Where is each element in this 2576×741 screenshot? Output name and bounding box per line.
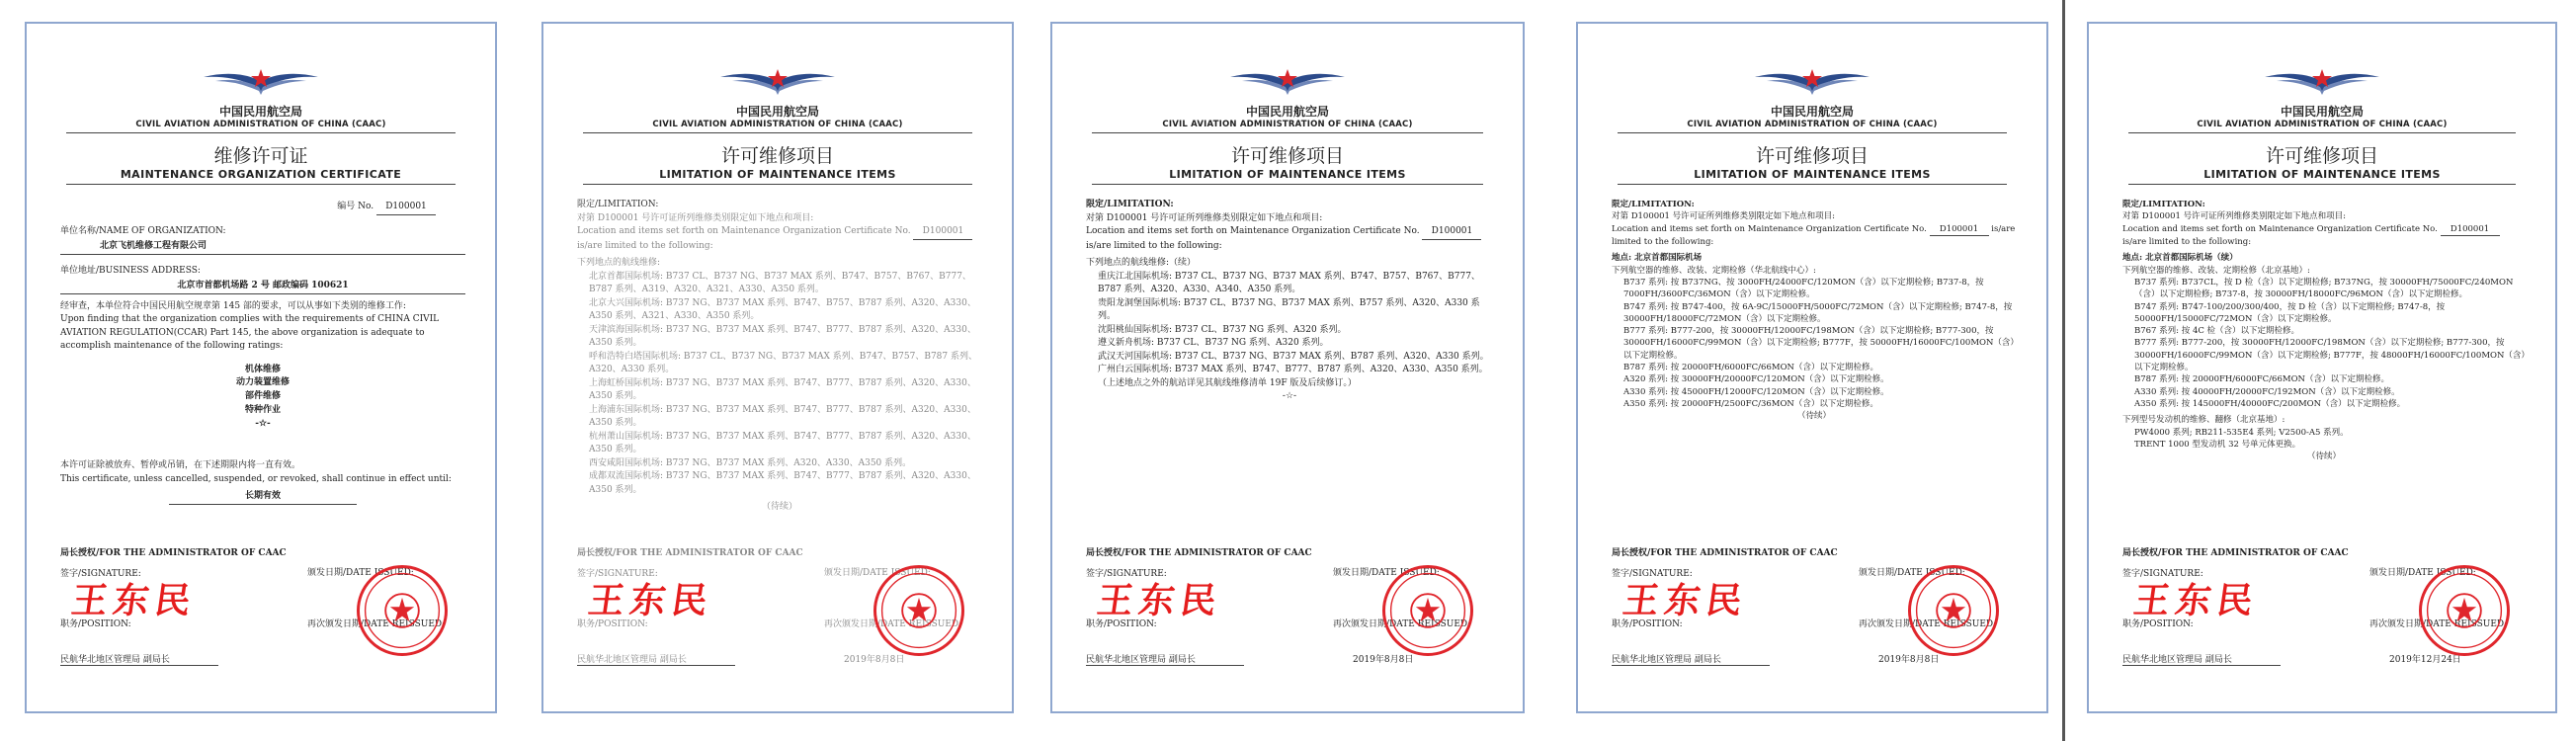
signature-block xyxy=(2122,545,2532,694)
item-line: A320 系列: 按 30000FH/20000FC/120MON（含）以下定期检修。 xyxy=(1623,374,1889,385)
intro-en-text: Location and items set forth on Maintenance Organization Certificate No. xyxy=(1612,223,1927,234)
limitation-page-2 xyxy=(1050,22,1525,713)
header-rule xyxy=(2128,132,2516,133)
header-rule xyxy=(1618,132,2007,133)
position-value: 民航华北地区管理局 副局长 xyxy=(577,652,735,666)
item-line: 遵义新舟机场: B737 CL、B737 NG 系列、A320 系列。 xyxy=(1098,338,1329,348)
item-line: 上海浦东国际机场: B737 NG、B737 MAX 系列、B747、B777、B787 系列、A320、A330、A350 系列。 xyxy=(589,404,976,428)
signature: 王东民 xyxy=(585,580,716,621)
rating-item: 特种作业 xyxy=(244,405,281,416)
intro-en-text: Location and items set forth on Maintenance Organization Certificate No. xyxy=(1086,226,1420,236)
item-line: B737 系列: B737CL，按 D 检（含）以下定期检修; B737NG，按 30000FH/75000FC/240MON（含）以下定期检修; B737-8，按 30000FH/18000FC/96MON（含）以下定期检修。 xyxy=(2134,277,2514,300)
limitation-label: 限定/LIMITATION: xyxy=(2122,200,2205,209)
agency-name-en: CIVIL AVIATION ADMINISTRATION OF CHINA (CAAC) xyxy=(135,120,386,129)
intro-cn: 对第 D100001 号许可证所列维修类别限定如下地点和项目: xyxy=(577,212,814,223)
signature: 王东民 xyxy=(1094,580,1225,621)
item-line: 沈阳桃仙国际机场: B737 CL、B737 NG 系列、A320 系列。 xyxy=(1098,324,1347,335)
official-seal xyxy=(2419,565,2510,656)
item-line: B777 系列: B777-200，按 30000FH/12000FC/198MON（含）以下定期检修; B777-300，按 30000FH/16000FC/99MON（含）以下定期检修; B777F，按 50000FH/16000FC/100MON（含）以下定期检修。 xyxy=(1623,326,2015,361)
item-line: B747 系列: 按 B747-400，按 6A-9C/15000FH/5000FC/72MON（含）以下定期检修; B747-8，按 30000FH/18000FC/72MON（含）以下定期检修。 xyxy=(1623,301,2013,324)
continued-mark: （待续） xyxy=(2306,452,2341,462)
official-seal xyxy=(1382,565,1473,656)
page-title-en: LIMITATION OF MAINTENANCE ITEMS xyxy=(659,168,896,181)
rating-item: 机体维修 xyxy=(244,364,281,374)
location-heading: 地点: 北京首都国际机场（续） xyxy=(2122,253,2238,264)
signature: 王东民 xyxy=(68,580,200,621)
position-value: 民航华北地区管理局 副局长 xyxy=(60,652,218,666)
official-seal xyxy=(357,565,448,656)
caac-emblem-icon xyxy=(1753,63,1871,99)
page-title-en: LIMITATION OF MAINTENANCE ITEMS xyxy=(1694,168,1931,181)
validity-en: This certificate, unless cancelled, suspended, or revoked, shall continue in effect until: xyxy=(60,473,452,484)
rating-item: 动力装置维修 xyxy=(235,377,290,388)
limitation-label: 限定/LIMITATION: xyxy=(577,200,659,209)
item-line: B787 系列: 按 20000FH/6000FC/66MON（含）以下定期检修。 xyxy=(1623,363,1878,373)
signature: 王东民 xyxy=(2130,580,2262,621)
continued-mark: （待续） xyxy=(1796,411,1831,422)
position-value: 民航华北地区管理局 副局长 xyxy=(2122,652,2281,666)
signature-label: 签字/SIGNATURE: xyxy=(2122,569,2203,579)
agency-name-en: CIVIL AVIATION ADMINISTRATION OF CHINA (CAAC) xyxy=(1162,120,1413,129)
signature: 王东民 xyxy=(1620,580,1751,621)
header-rule xyxy=(583,132,972,133)
authority-line: 局长授权/FOR THE ADMINISTRATOR OF CAAC xyxy=(1086,548,1312,558)
section-heading: 下列航空器的维修、改装、定期检修（北京基地）: xyxy=(2122,265,2310,276)
agency-name-en: CIVIL AVIATION ADMINISTRATION OF CHINA (CAAC) xyxy=(2197,120,2448,129)
issue-date: 2019年12月24日 xyxy=(2389,655,2461,665)
page-title-cn: 许可维修项目 xyxy=(2265,145,2378,167)
intro-cn: 对第 D100001 号许可证所列维修类别限定如下地点和项目: xyxy=(1086,212,1323,223)
item-line: 广州白云国际机场: B737 MAX 系列、B747、B777、B787 系列、A320、A330、A350 系列。 xyxy=(1098,365,1488,374)
intro-en-tail: is/are limited to the following: xyxy=(1612,223,2016,247)
signature-label: 签字/SIGNATURE: xyxy=(1086,569,1167,579)
page-title-en: LIMITATION OF MAINTENANCE ITEMS xyxy=(2203,168,2441,181)
intro-cn: 对第 D100001 号许可证所列维修类别限定如下地点和项目: xyxy=(2122,211,2347,222)
caac-emblem-icon xyxy=(2263,63,2381,99)
signature-label: 签字/SIGNATURE: xyxy=(577,569,658,579)
cert-number: D100001 xyxy=(913,225,972,240)
issue-date: 2019年8月8日 xyxy=(1878,655,1940,665)
intro-cn: 对第 D100001 号许可证所列维修类别限定如下地点和项目: xyxy=(1612,211,1836,222)
item-line: 杭州萧山国际机场: B737 NG、B737 MAX 系列、B747、B777、B787 系列、A320、A330、A350 系列。 xyxy=(589,431,976,454)
agency-name-cn: 中国民用航空局 xyxy=(1770,105,1854,119)
intro-en xyxy=(2122,223,2526,249)
section-heading: 下列地点的航线维修: xyxy=(577,258,661,268)
intro-en-tail: is/are limited to the following: xyxy=(577,240,713,251)
end-mark: -☆- xyxy=(1282,391,1297,401)
item-line: 上海虹桥国际机场: B737 NG、B737 MAX 系列、B747、B777、B787 系列、A320、A330、A350 系列。 xyxy=(589,377,976,401)
position-value: 民航华北地区管理局 副局长 xyxy=(1086,652,1244,666)
item-line: 西安咸阳国际机场: B737 NG、B737 MAX 系列、A320、A330、A350 系列。 xyxy=(589,457,912,468)
item-line: B747 系列: B747-100/200/300/400，按 D 检（含）以下定期检修; B747-8，按 50000FH/15000FC/72MON（含）以下定期检修。 xyxy=(2134,301,2446,324)
item-line: （上述地点之外的航站详见其航线维修清单 19F 版及后续修订。） xyxy=(1098,377,1357,388)
position-label: 职务/POSITION: xyxy=(2122,619,2194,629)
item-line: A330 系列: 按 45000FH/12000FC/120MON（含）以下定期检修。 xyxy=(1623,386,1889,397)
issue-date: 2019年8月8日 xyxy=(1353,655,1414,665)
engine-heading: 下列型号发动机的维修、翻修（北京基地）: xyxy=(2122,415,2285,426)
item-line: A350 系列: 按 145000FH/40000FC/200MON（含）以下定期检修。 xyxy=(2134,399,2406,409)
reissue-label: 再次颁发日期/DATE REISSUED: xyxy=(307,619,446,629)
item-line: 北京首都国际机场: B737 CL、B737 NG、B737 MAX 系列、B747、B757、B767、B777、B787 系列、A319、A320、A321、A330、A350 系列。 xyxy=(589,271,971,294)
authority-line: 局长授权/FOR THE ADMINISTRATOR OF CAAC xyxy=(60,548,287,558)
date-label: 颁发日期/DATE ISSUED: xyxy=(2369,568,2476,578)
reissue-label: 再次颁发日期/DATE REISSUED: xyxy=(824,619,962,629)
section-heading: 下列地点的航线维修:（续） xyxy=(1086,258,1197,268)
certificate-page xyxy=(25,22,497,713)
item-line: B777 系列: B777-200，按 30000FH/12000FC/198MON（含）以下定期检修; B777-300，按 30000FH/16000FC/99MON（含）以下定期检修; B777F，按 48000FH/16000FC/100MON（含）以下定期检修。 xyxy=(2134,338,2526,373)
signature-block xyxy=(60,545,471,694)
engine-line: PW4000 系列; RB211-535E4 系列; V2500-A5 系列。 xyxy=(2134,427,2349,438)
signature-block xyxy=(577,545,988,694)
item-line: 贵阳龙洞堡国际机场: B737 CL、B737 NG、B737 MAX 系列、B757 系列、A320、A330 系列。 xyxy=(1098,297,1480,321)
cert-number: D100001 xyxy=(1422,225,1481,240)
agency-name-cn: 中国民用航空局 xyxy=(1245,105,1329,119)
limitation-label: 限定/LIMITATION: xyxy=(1612,200,1695,209)
item-line: 天津滨海国际机场: B737 NG、B737 MAX 系列、B747、B777、B787 系列、A320、A330、A350 系列。 xyxy=(589,324,976,348)
item-line: B737 系列: 按 B737NG、按 3000FH/24000FC/120MON（含）以下定期检修; B737-8，按 7000FH/3600FC/36MON（含）以下定期检修。 xyxy=(1623,277,1984,300)
intro-en xyxy=(577,225,982,253)
cert-number-label: 编号 No. xyxy=(337,202,374,211)
page-title-en: MAINTENANCE ORGANIZATION CERTIFICATE xyxy=(120,168,402,181)
intro-en-text: Location and items set forth on Maintenance Organization Certificate No. xyxy=(2122,223,2438,234)
section-heading: 下列航空器的维修、改装、定期检修（华北航线中心）: xyxy=(1612,265,1816,276)
cert-number: D100001 xyxy=(1930,223,1989,236)
position-label: 职务/POSITION: xyxy=(577,619,648,629)
date-label: 颁发日期/DATE ISSUED: xyxy=(307,568,414,578)
ratings-list xyxy=(60,364,465,433)
continued-mark: （待续） xyxy=(761,502,797,512)
date-label: 颁发日期/DATE ISSUED: xyxy=(1859,568,1965,578)
official-seal xyxy=(1908,565,1999,656)
reissue-label: 再次颁发日期/DATE REISSUED: xyxy=(2369,619,2508,629)
position-label: 职务/POSITION: xyxy=(60,619,131,629)
address-label: 单位地址/BUSINESS ADDRESS: xyxy=(60,265,201,276)
intro-en-tail: is/are limited to the following: xyxy=(1086,240,1222,251)
intro-en-text: Location and items set forth on Maintenance Organization Certificate No. xyxy=(577,226,911,236)
validity-value: 长期有效 xyxy=(169,490,357,505)
agency-name-en: CIVIL AVIATION ADMINISTRATION OF CHINA (CAAC) xyxy=(652,120,903,129)
cert-number-row xyxy=(60,201,436,215)
authority-line: 局长授权/FOR THE ADMINISTRATOR OF CAAC xyxy=(577,548,803,558)
agency-name-cn: 中国民用航空局 xyxy=(735,105,819,119)
item-line: A330 系列: 按 40000FH/20000FC/192MON（含）以下定期检修。 xyxy=(2134,386,2400,397)
official-seal xyxy=(873,565,964,656)
rating-item: 部件维修 xyxy=(244,391,281,402)
location-heading: 地点: 北京首都国际机场 xyxy=(1612,253,1703,264)
page-title-cn: 许可维修项目 xyxy=(720,145,834,167)
intro-en-tail: is/are limited to the following: xyxy=(2122,236,2252,247)
header-rule xyxy=(66,132,456,133)
caac-emblem-icon xyxy=(718,63,837,99)
engine-line: TRENT 1000 型发动机 32 号单元体更换。 xyxy=(2134,439,2301,450)
item-line: A350 系列: 按 20000FH/2500FC/36MON（含）以下定期检修。 xyxy=(1623,399,1878,409)
agency-name-cn: 中国民用航空局 xyxy=(2280,105,2364,119)
page-title-cn: 许可维修项目 xyxy=(1230,145,1344,167)
cert-number: D100001 xyxy=(2441,223,2500,236)
intro-en xyxy=(1086,225,1493,253)
page-title-cn: 维修许可证 xyxy=(213,145,308,167)
cert-number: D100001 xyxy=(376,201,436,215)
authority-line: 局长授权/FOR THE ADMINISTRATOR OF CAAC xyxy=(2122,548,2349,558)
limitation-page-1 xyxy=(541,22,1014,713)
caac-emblem-icon xyxy=(1228,63,1347,99)
address-value: 北京市首都机场路 2 号 邮政编码 100621 xyxy=(60,280,465,294)
issue-date: 2019年8月8日 xyxy=(844,655,905,665)
agency-name-cn: 中国民用航空局 xyxy=(218,105,302,119)
item-line: 北京大兴国际机场: B737 NG、B737 MAX 系列、B747、B757、B787 系列、A320、A330、A350 系列、A321、A330、A350 系列。 xyxy=(589,297,976,321)
position-label: 职务/POSITION: xyxy=(1612,619,1683,629)
rating-end-mark: -☆- xyxy=(255,419,271,430)
org-name: 北京飞机维修工程有限公司 xyxy=(60,240,465,255)
date-label: 颁发日期/DATE ISSUED: xyxy=(1333,568,1440,578)
limitation-page-4 xyxy=(2087,22,2557,713)
page-title-cn: 许可维修项目 xyxy=(1755,145,1869,167)
caac-emblem-icon xyxy=(202,63,320,99)
signature-label: 签字/SIGNATURE: xyxy=(1612,569,1693,579)
signature-block xyxy=(1612,545,2023,694)
item-line: B787 系列: 按 20000FH/6000FC/66MON（含）以下定期检修。 xyxy=(2134,374,2389,385)
org-label: 单位名称/NAME OF ORGANIZATION: xyxy=(60,225,226,236)
item-line: 呼和浩特白塔国际机场: B737 CL、B737 NG、B737 MAX 系列、B747、B757、B787 系列、A320、A330 系列。 xyxy=(589,351,977,374)
header-rule xyxy=(1092,132,1483,133)
position-label: 职务/POSITION: xyxy=(1086,619,1157,629)
signature-block xyxy=(1086,545,1499,694)
position-value: 民航华北地区管理局 副局长 xyxy=(1612,652,1770,666)
reissue-label: 再次颁发日期/DATE REISSUED: xyxy=(1333,619,1471,629)
reissue-label: 再次颁发日期/DATE REISSUED: xyxy=(1859,619,1997,629)
item-line: 成都双流国际机场: B737 NG、B737 MAX 系列、B747、B777、B787 系列、A320、A330、A350 系列。 xyxy=(589,471,976,495)
limitation-label: 限定/LIMITATION: xyxy=(1086,200,1174,209)
agency-name-en: CIVIL AVIATION ADMINISTRATION OF CHINA (CAAC) xyxy=(1687,120,1938,129)
finding-en: Upon finding that the organization complies with the requirements of CHINA CIVIL AVIATION REGULATION(CCAR) Part 145, the above organization is adequate to accomplish maintenance of the following ratings: xyxy=(60,314,440,351)
signature-label: 签字/SIGNATURE: xyxy=(60,569,141,579)
date-label: 颁发日期/DATE ISSUED: xyxy=(824,568,931,578)
limitation-page-3 xyxy=(1576,22,2048,713)
item-line: 武汉天河国际机场: B737 CL、B737 NG、B737 MAX 系列、B787 系列、A320、A330 系列。 xyxy=(1098,351,1489,362)
authority-line: 局长授权/FOR THE ADMINISTRATOR OF CAAC xyxy=(1612,548,1838,558)
validity-cn: 本许可证除被放弃、暂停或吊销，在下述期限内将一直有效。 xyxy=(60,460,301,471)
item-line: B767 系列: 按 4C 检（含）以下定期检修。 xyxy=(2134,326,2300,337)
scan-seam xyxy=(2062,0,2065,741)
item-line: 重庆江北国际机场: B737 CL、B737 NG、B737 MAX 系列、B747、B757、B767、B777、B787 系列、A320、A330、A340、A350 系列。 xyxy=(1098,271,1480,294)
page-title-en: LIMITATION OF MAINTENANCE ITEMS xyxy=(1169,168,1406,181)
intro-en xyxy=(1612,223,2017,249)
finding-cn: 经审查，本单位符合中国民用航空规章第 145 部的要求，可以从事如下类别的维修工作: xyxy=(60,300,406,311)
